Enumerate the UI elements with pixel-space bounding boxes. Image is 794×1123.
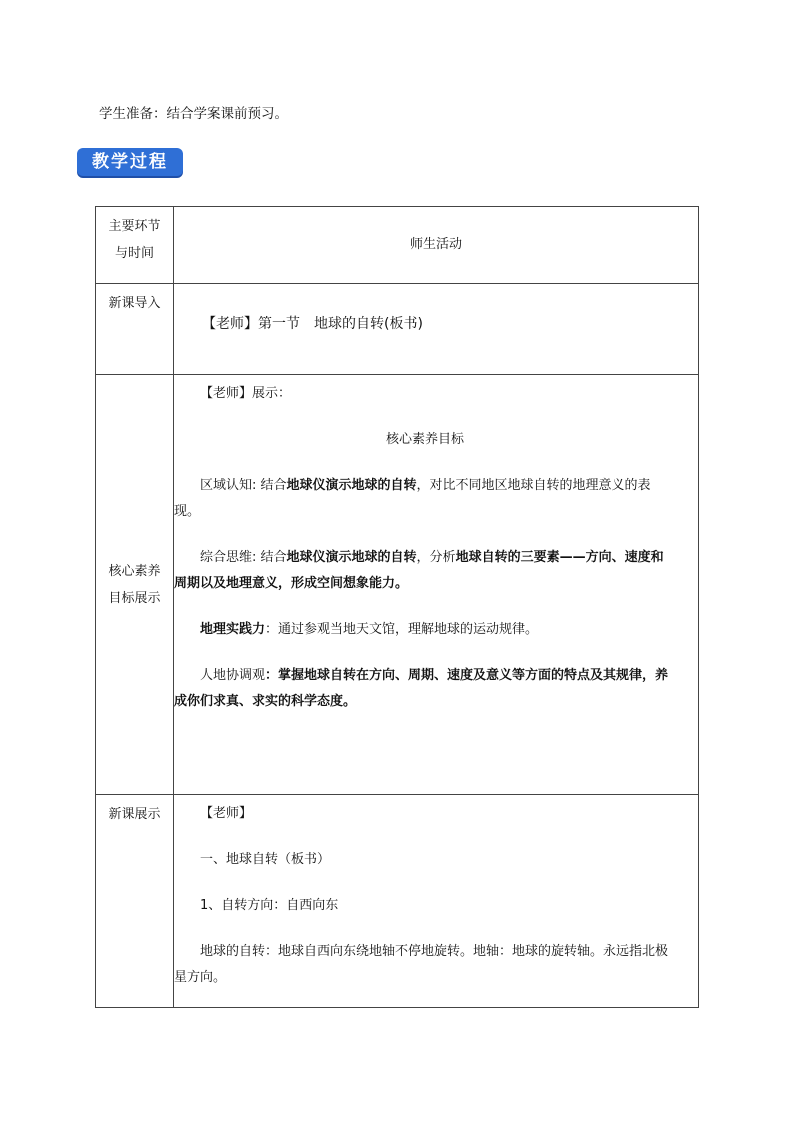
- new-paragraph: 地球的自转：地球自西向东绕地轴不停地旋转。地轴：地球的旋转轴。永远指北极星方向。: [174, 944, 669, 985]
- goal-harmony: 人地协调观：掌握地球自转在方向、周期、速度及意义等方面的特点及其规律，养成你们求真、求实的科学态度。: [174, 668, 669, 709]
- goals-title: 核心素养目标: [385, 432, 464, 447]
- lesson-table: [95, 206, 699, 1008]
- header-activity-label: 师生活动: [409, 237, 462, 252]
- goals-label-line2: 目标展示: [108, 591, 161, 606]
- new-label-cell: [96, 795, 174, 1008]
- goal-practice: 地理实践力：通过参观当地天文馆，理解地球的运动规律。: [200, 622, 539, 637]
- table-row-intro: [96, 284, 699, 375]
- new-content-cell: [174, 795, 699, 1008]
- header-col-stage: [96, 207, 174, 284]
- new-teacher: 【老师】: [200, 806, 253, 821]
- new-heading-1: 一、地球自转（板书）: [200, 852, 331, 867]
- table-row-goals: [96, 375, 699, 795]
- goals-show: 【老师】展示：: [200, 386, 292, 401]
- goals-content-cell: [174, 375, 699, 795]
- goal-thinking: 综合思维: 结合地球仪演示地球的自转，分析地球自转的三要素——方向、速度和周期以及地理意义，形成空间想象能力。: [174, 550, 664, 591]
- table-header-row: [96, 207, 699, 284]
- table-row-new-lesson: [96, 795, 699, 1008]
- goal-region: 区域认知: 结合地球仪演示地球的自转，对比不同地区地球自转的地理意义的表现。: [174, 478, 651, 519]
- intro-label-cell: [96, 284, 174, 375]
- intro-content-cell: [174, 284, 699, 375]
- goals-label-line1: 核心素养: [108, 564, 161, 579]
- header-col-stage-line2: 与时间: [114, 246, 154, 261]
- section-badge: 教学过程: [77, 148, 183, 176]
- student-preparation: 学生准备：结合学案课前预习。: [99, 106, 288, 122]
- header-col-stage-line1: 主要环节: [108, 219, 161, 234]
- header-col-activity: [174, 207, 699, 284]
- intro-line: 【老师】第一节 地球的自转(板书): [202, 316, 423, 332]
- intro-label: 新课导入: [108, 296, 161, 311]
- new-label: 新课展示: [108, 807, 161, 822]
- goals-label-cell: [96, 375, 174, 795]
- new-heading-2: 1、自转方向：自西向东: [200, 898, 339, 913]
